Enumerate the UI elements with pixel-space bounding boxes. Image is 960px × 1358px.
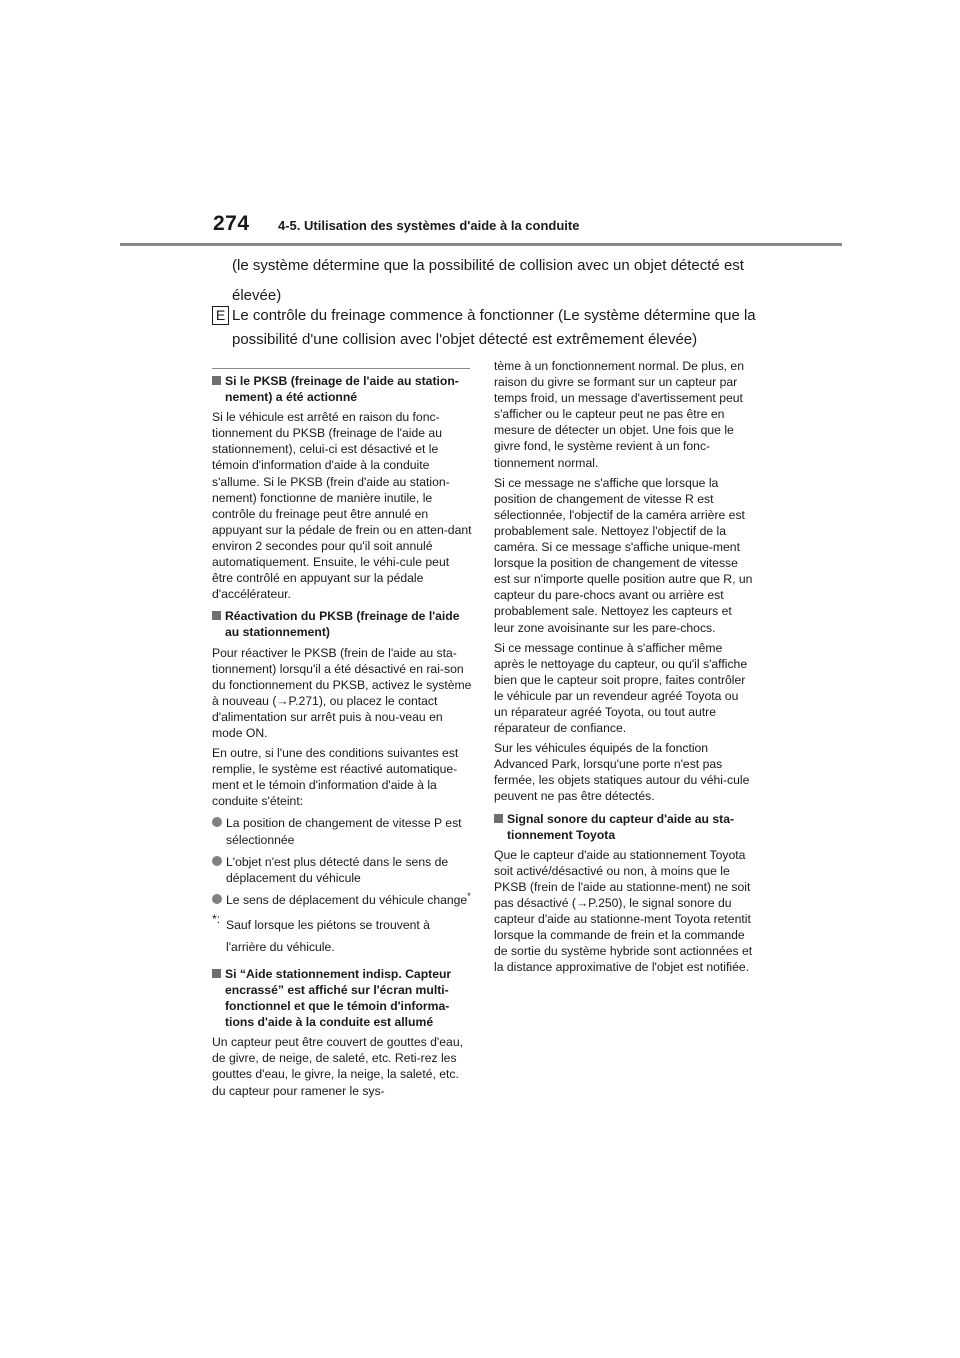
- section-title: 4-5. Utilisation des systèmes d'aide à la conduite: [278, 218, 580, 233]
- right-column: [494, 358, 754, 979]
- intro-line-1: (le système détermine que la possibilité de collision avec un objet détecté est: [232, 257, 744, 274]
- paragraph: Si ce message continue à s'afficher même après le nettoyage du capteur, ou qu'il s'affiche bien que le capteur soit propre, faites contrôler le véhicule par un revendeur agréé Toyota ou un réparateur agréé Toyota, ou tout autre réparateur de confiance.: [494, 640, 748, 736]
- paragraph: Pour réactiver le PKSB (frein de l'aide au sta-tionnement) lorsqu'il a été désactivé en rai-son du fonctionnement du PKSB, activez le système à nouveau (→P.271), ou placez le contact d'alimentation sur arrêt puis à nou-veau en mode ON.: [212, 645, 472, 740]
- heading-pksb-actionne: [212, 373, 472, 405]
- circle-bullet-icon: [212, 856, 222, 866]
- column-divider: [212, 368, 470, 369]
- footnote-marker: *: [467, 890, 471, 901]
- heading-capteur-encrasse: [212, 966, 472, 1030]
- step-e-badge: E: [212, 306, 229, 325]
- circle-bullet-icon: [212, 817, 222, 827]
- square-bullet-icon: [212, 376, 221, 385]
- list-item: [212, 815, 472, 847]
- paragraph: tème à un fonctionnement normal. De plus, en raison du givre se formant sur un capteur par temps froid, un message d'avertissement peut s'afficher ou le capteur peut ne pas être en mesure de détecter un objet. Une fois que le givre fond, le système revient à un fonc-tionnement normal.: [494, 359, 744, 470]
- left-column: [212, 373, 472, 1099]
- paragraph: Un capteur peut être couvert de gouttes d'eau, de givre, de neige, de saleté, etc. Reti-rez les gouttes d'eau, le givre, la neige, la saleté, etc. du capteur pour ramener le sys-: [212, 1035, 463, 1098]
- square-bullet-icon: [212, 611, 221, 620]
- paragraph: Si ce message ne s'affiche que lorsque la position de changement de vitesse R est sélectionnée, l'objectif de la caméra arrière est probablement sale. Nettoyez l'objectif de la caméra. Si ce message s'affiche unique-ment lorsque la position de changement de vitesse est sur n'importe quelle position autre que R, un capteur du pare-chocs avant ou arrière est probablement sale. Nettoyez les capteurs et leur zone avoisinante sur les pare-chocs.: [494, 475, 753, 635]
- paragraph: Si le véhicule est arrêté en raison du fonc-tionnement du PKSB (freinage de l'aide au stationnement), celui-ci est désactivé et le témoin d'information d'aide à la conduite s'allume. Si le PKSB (frein d'aide au station-nement) fonctionne de manière inutile, le contrôle du freinage peut être annulé en appuyant sur la pédale de frein ou en atten-dant environ 2 secondes pour qu'il soit annulé automatiquement. Ensuite, le véhi-cule peut être contrôlé en appuyant sur la pédale d'accélérateur.: [212, 410, 472, 602]
- page-number: 274: [213, 212, 250, 235]
- list-item-text: La position de changement de vitesse P est sélectionnée: [226, 816, 462, 847]
- square-bullet-icon: [212, 969, 221, 978]
- list-item: [212, 854, 472, 886]
- paragraph: Que le capteur d'aide au stationnement Toyota soit activé/désactivé ou non, à moins que le PKSB (frein de l'aide au stationne-ment) ne soit pas désactivé (→P.250), le signal sonore du capteur d'aide au stationne-ment Toyota retentit lorsque la commande de frein et la commande de sortie du système hybride sont actionnées et la distance approximative de l'objet est notifiée.: [494, 847, 753, 975]
- footnote: [212, 911, 472, 958]
- list-item: [212, 892, 472, 908]
- header-divider: [120, 243, 842, 246]
- paragraph: En outre, si l'une des conditions suivantes est remplie, le système est réactivé automatique-ment et le témoin d'information d'aide à la conduite s'éteint:: [212, 746, 459, 809]
- heading-text: Si “Aide stationnement indisp. Capteur encrassé” est affiché sur l'écran multi-fonctionnel et que le témoin d'informa-tions d'aide à la conduite est allumé: [225, 966, 452, 1030]
- footnote-text: Sauf lorsque les piétons se trouvent à l'arrière du véhicule.: [226, 917, 430, 954]
- heading-reactivation: [212, 608, 472, 640]
- footnote-mark: *:: [212, 911, 221, 926]
- heading-text: Réactivation du PKSB (freinage de l'aide au stationnement): [225, 609, 460, 640]
- heading-text: Signal sonore du capteur d'aide au sta-tionnement Toyota: [507, 811, 735, 842]
- paragraph: Sur les véhicules équipés de la fonction Advanced Park, lorsqu'une porte n'est pas fermée, les objets statiques autour du véhi-cule peuvent ne pas être détectés.: [494, 741, 750, 804]
- square-bullet-icon: [494, 814, 503, 823]
- heading-text: Si le PKSB (freinage de l'aide au station-nement) a été actionné: [225, 374, 459, 405]
- step-e: [212, 304, 792, 352]
- list-item-text: Le sens de déplacement du véhicule change: [226, 892, 468, 907]
- list-item-text: L'objet n'est plus détecté dans le sens de déplacement du véhicule: [226, 854, 449, 885]
- step-e-text: Le contrôle du freinage commence à fonctionner (Le système détermine que la possibilité d'une collision avec l'objet détecté est extrêmement élevée): [232, 307, 756, 348]
- intro-line-2: élevée): [232, 287, 282, 304]
- circle-bullet-icon: [212, 894, 222, 904]
- heading-signal-sonore: [494, 811, 754, 843]
